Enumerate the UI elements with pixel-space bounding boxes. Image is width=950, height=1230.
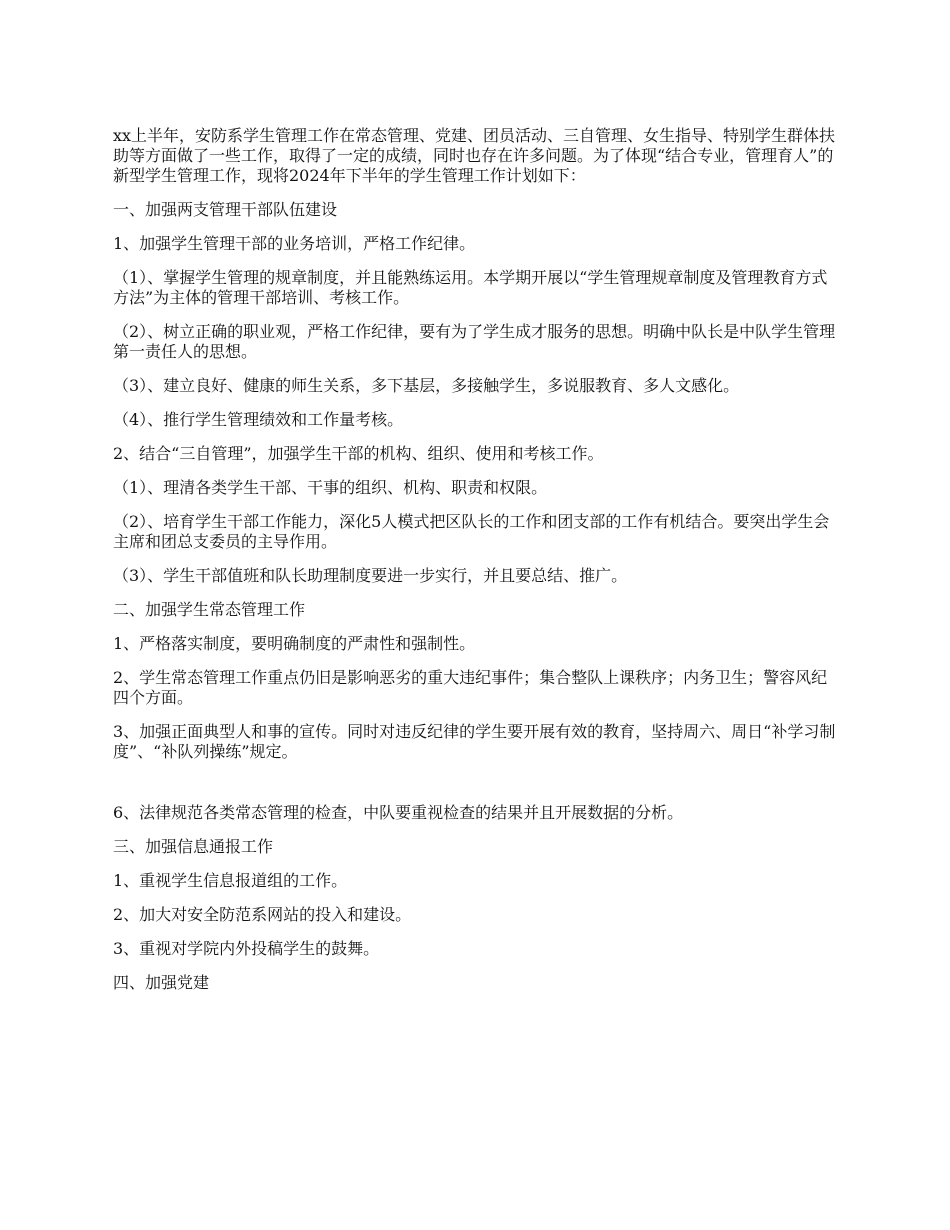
item-3-3: 3、重视对学院内外投稿学生的鼓舞。 xyxy=(113,939,380,958)
item-2-3: 3、加强正面典型人和事的宣传。同时对违反纪律的学生要开展有效的教育，坚持周六、周日“补学习制度”、“补队列操练”规定。 xyxy=(113,722,836,761)
section-heading-1: 一、加强两支管理干部队伍建设 xyxy=(113,200,338,219)
subitem-1-1-1: （1）、掌握学生管理的规章制度，并且能熟练运用。本学期开展以“学生管理规章制度及管理教育方式方法”为主体的管理干部培训、考核工作。 xyxy=(113,268,828,307)
item-2-6: 6、法律规范各类常态管理的检查，中队要重视检查的结果并且开展数据的分析。 xyxy=(113,803,684,822)
item-3-1: 1、重视学生信息报道组的工作。 xyxy=(113,871,348,890)
item-1-2: 2、结合“三自管理”，加强学生干部的机构、组织、使用和考核工作。 xyxy=(113,444,604,463)
document-body xyxy=(113,126,843,1007)
subitem-1-2-1: （1）、理清各类学生干部、干事的组织、机构、职责和权限。 xyxy=(113,478,548,497)
blank-gap xyxy=(113,776,843,803)
subitem-1-1-4: （4）、推行学生管理绩效和工作量考核。 xyxy=(113,410,404,429)
subitem-1-1-3: （3）、建立良好、健康的师生关系，多下基层，多接触学生，多说服教育、多人文感化。 xyxy=(113,376,740,395)
item-3-2: 2、加大对安全防范系网站的投入和建设。 xyxy=(113,905,412,924)
item-2-1: 1、严格落实制度，要明确制度的严肃性和强制性。 xyxy=(113,634,476,653)
item-2-2: 2、学生常态管理工作重点仍旧是影响恶劣的重大违纪事件；集合整队上课秩序；内务卫生；警容风纪四个方面。 xyxy=(113,668,828,707)
section-heading-4: 四、加强党建 xyxy=(113,973,210,992)
intro-paragraph: xx上半年，安防系学生管理工作在常态管理、党建、团员活动、三自管理、女生指导、特别学生群体扶助等方面做了一些工作，取得了一定的成绩，同时也存在许多问题。为了体现“结合专业，管理育人”的新型学生管理工作，现将2024年下半年的学生管理工作计划如下： xyxy=(113,126,836,185)
section-heading-3: 三、加强信息通报工作 xyxy=(113,837,274,856)
subitem-1-2-3: （3）、学生干部值班和队长助理制度要进一步实行，并且要总结、推广。 xyxy=(113,566,628,585)
item-1-1: 1、加强学生管理干部的业务培训，严格工作纪律。 xyxy=(113,234,476,253)
section-heading-2: 二、加强学生常态管理工作 xyxy=(113,600,306,619)
subitem-1-2-2: （2）、培育学生干部工作能力，深化5人模式把区队长的工作和团支部的工作有机结合。要突出学生会主席和团总支委员的主导作用。 xyxy=(113,512,830,551)
subitem-1-1-2: （2）、树立正确的职业观，严格工作纪律，要有为了学生成才服务的思想。明确中队长是中队学生管理第一责任人的思想。 xyxy=(113,322,836,361)
